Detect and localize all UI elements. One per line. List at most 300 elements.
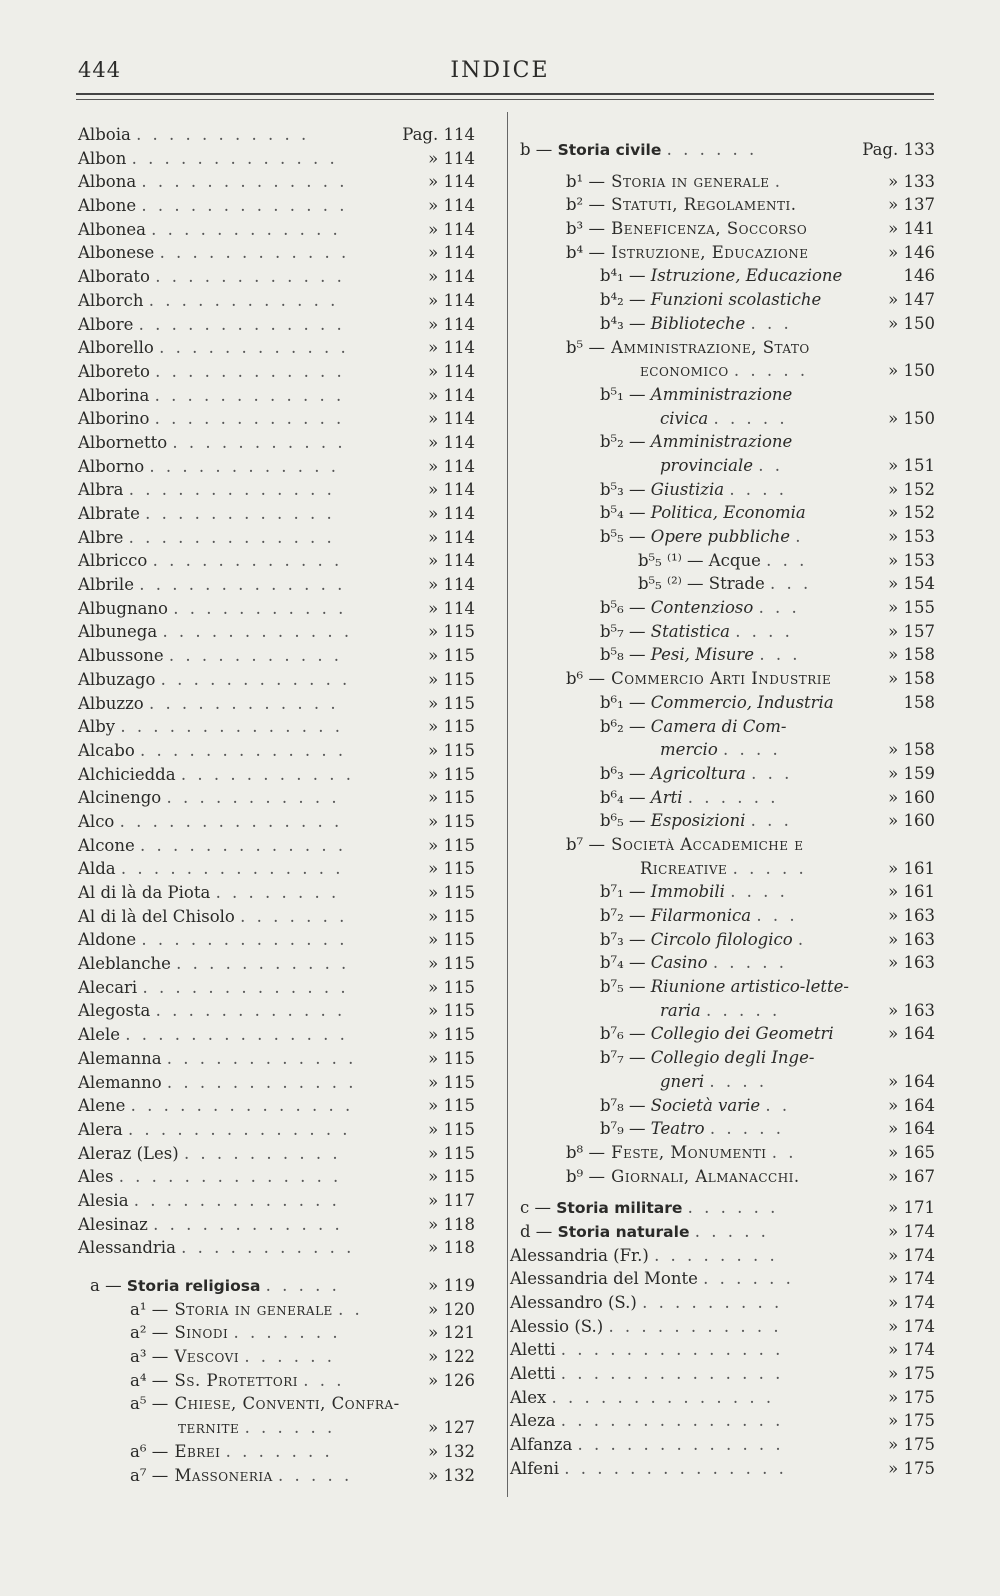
leader-dots: . . . . . . . . . bbox=[642, 1293, 783, 1312]
subsection-title: — Feste, Monumenti bbox=[588, 1142, 767, 1162]
index-entry bbox=[78, 1073, 498, 1097]
entry-reference bbox=[428, 717, 475, 736]
leader-dots: . . . . . . . . . . . . . bbox=[142, 977, 349, 997]
entry-label-group bbox=[510, 1388, 774, 1407]
entry-reference bbox=[428, 765, 475, 784]
page-marker: » bbox=[428, 598, 439, 618]
subsection-title: raria bbox=[660, 1000, 701, 1020]
page-number-ref: 150 bbox=[903, 408, 935, 428]
subsection-title: — Agricoltura bbox=[629, 763, 746, 783]
leader-dots: . . . . . . . . . . . . bbox=[154, 385, 345, 405]
subsection-title: — Collegio degli Inge- bbox=[629, 1048, 815, 1068]
page-number-ref: 154 bbox=[903, 574, 935, 594]
leader-dots: . . bbox=[338, 1299, 363, 1319]
leader-dots: . . . . . . . . . . . . . . bbox=[130, 1096, 354, 1116]
entry-label-group bbox=[520, 1198, 778, 1217]
page-marker: » bbox=[888, 1071, 899, 1091]
index-entry bbox=[78, 670, 498, 694]
leader-dots: . . . . . . . . . . . . . bbox=[133, 1190, 340, 1210]
subsection-entry bbox=[78, 1466, 498, 1490]
entry-label-group bbox=[78, 1073, 357, 1092]
index-entry bbox=[78, 812, 498, 836]
page-number-ref: 115 bbox=[443, 764, 475, 784]
leader-dots: . . . . . . . . . . . . bbox=[145, 504, 335, 523]
page-marker: » bbox=[888, 408, 899, 428]
index-entry bbox=[78, 125, 498, 149]
subsection-title: economico bbox=[640, 361, 729, 381]
page-number-ref: 151 bbox=[903, 455, 935, 475]
leader-dots: . . . . bbox=[709, 1071, 768, 1091]
entry-reference bbox=[888, 480, 935, 499]
page-number-ref: 114 bbox=[443, 314, 475, 334]
index-entry bbox=[510, 1435, 935, 1459]
leader-dots: . . . bbox=[750, 313, 792, 333]
subsection-title: — Opere pubbliche bbox=[629, 527, 791, 546]
subsection-entry bbox=[520, 527, 935, 551]
page-number-ref: 114 bbox=[443, 504, 475, 523]
entry-reference bbox=[428, 1120, 475, 1139]
leader-dots: . . . . . . . . . . . . bbox=[153, 1214, 343, 1234]
entry-reference bbox=[428, 220, 475, 239]
entry-label-group bbox=[510, 1246, 778, 1265]
subsection-code: b⁷₅ bbox=[600, 977, 624, 997]
page-number-ref: 175 bbox=[903, 1387, 935, 1407]
page-number-ref: 117 bbox=[443, 1190, 475, 1210]
entry-name: Aldone bbox=[78, 930, 137, 950]
index-entry bbox=[78, 1096, 498, 1120]
entry-reference bbox=[888, 1317, 935, 1336]
section-heading bbox=[520, 140, 935, 164]
subsection-code: a⁷ bbox=[130, 1465, 147, 1485]
page-number-ref: 163 bbox=[903, 929, 935, 949]
page-marker: » bbox=[428, 1441, 439, 1461]
entry-name: Alby bbox=[78, 717, 116, 737]
entry-name: Albuzzo bbox=[78, 693, 144, 713]
leader-dots: . bbox=[774, 171, 784, 191]
entry-reference bbox=[888, 788, 935, 807]
page-marker: » bbox=[428, 1465, 439, 1485]
leader-dots: . . . . . . . . . . bbox=[183, 1143, 341, 1163]
page-marker: » bbox=[888, 906, 899, 925]
subsection-entry bbox=[520, 1119, 935, 1143]
entry-reference bbox=[862, 140, 935, 159]
subsection-entry bbox=[520, 1167, 935, 1191]
subsection-title: — Commercio, Industria bbox=[629, 692, 834, 712]
subsection-entry bbox=[520, 1096, 935, 1120]
index-entry bbox=[78, 267, 498, 291]
index-entry bbox=[78, 291, 498, 315]
leader-dots: . . . bbox=[770, 574, 812, 594]
entry-label-group bbox=[78, 1096, 353, 1115]
page-number-ref: 118 bbox=[443, 1214, 475, 1234]
page-number-ref: 174 bbox=[903, 1316, 935, 1336]
subsection-entry bbox=[520, 717, 935, 741]
index-entry bbox=[78, 978, 498, 1002]
page-number-ref: 114 bbox=[443, 125, 475, 144]
subsection-entry bbox=[520, 385, 935, 409]
entry-name: Alcinengo bbox=[78, 788, 162, 808]
subsection-title: — Storia in generale bbox=[588, 171, 770, 191]
entry-name: Albuzago bbox=[78, 669, 156, 689]
subsection-entry bbox=[520, 811, 935, 835]
entry-reference bbox=[888, 882, 935, 901]
subsection-code: b⁴₂ bbox=[600, 290, 624, 310]
subsection-code: b⁷₈ bbox=[600, 1095, 624, 1115]
entry-label-group bbox=[78, 125, 309, 144]
page-number-ref: 114 bbox=[443, 409, 475, 429]
subsection-code: b⁵₄ bbox=[600, 503, 624, 523]
subsection-title: — Teatro bbox=[629, 1119, 705, 1139]
entry-reference bbox=[888, 1269, 935, 1288]
subsection-title: gneri bbox=[660, 1071, 705, 1091]
page-marker: » bbox=[888, 195, 899, 215]
leader-dots: . . . . . . . . . . . bbox=[166, 788, 340, 808]
entry-label-group bbox=[600, 480, 787, 499]
entry-label-group bbox=[78, 220, 341, 239]
entry-label-group bbox=[78, 196, 347, 215]
entry-label-group bbox=[566, 172, 783, 191]
subsection-code: a¹ bbox=[130, 1299, 147, 1319]
entry-reference bbox=[428, 1167, 475, 1186]
page-marker: » bbox=[428, 290, 439, 310]
entry-label-group bbox=[660, 409, 788, 428]
entry-reference bbox=[428, 1418, 475, 1437]
entry-label-group bbox=[510, 1269, 794, 1288]
entry-reference bbox=[428, 457, 475, 476]
entry-name: Alco bbox=[78, 811, 115, 831]
page-number-ref: 160 bbox=[903, 811, 935, 831]
subsection-code: b⁸ bbox=[566, 1142, 584, 1162]
entry-label-group bbox=[566, 1143, 797, 1162]
entry-label-group bbox=[78, 457, 339, 476]
index-entry bbox=[78, 220, 498, 244]
subsection-title: — Acque bbox=[687, 550, 761, 570]
entry-label-group bbox=[78, 1049, 356, 1068]
subsection-title: — Amministrazione, Stato bbox=[588, 337, 810, 357]
page-number-ref: 164 bbox=[903, 1095, 935, 1115]
page-number-ref: 127 bbox=[443, 1418, 475, 1438]
leader-dots: . . . . . bbox=[278, 1465, 353, 1485]
page-number-ref: 175 bbox=[903, 1458, 935, 1478]
entry-reference bbox=[888, 906, 935, 925]
entry-label-group bbox=[510, 1293, 782, 1312]
leader-dots: . . . . . . . . . . . . bbox=[166, 1072, 357, 1092]
spacer bbox=[520, 164, 935, 172]
page-marker: » bbox=[888, 1411, 899, 1431]
subsection-title: mercio bbox=[660, 740, 718, 760]
entry-label-group bbox=[600, 1024, 834, 1043]
leader-dots: . . . . . . . . . . . . . bbox=[139, 575, 346, 595]
page-number-ref: 152 bbox=[903, 503, 935, 523]
entry-reference bbox=[888, 1198, 935, 1217]
page-number-ref: 165 bbox=[903, 1142, 935, 1162]
leader-dots: . . . . . . . . . . . . bbox=[166, 1048, 357, 1068]
page-marker: » bbox=[428, 883, 439, 902]
subsection-entry bbox=[520, 906, 935, 930]
leader-dots: . . . . . . . . . . . bbox=[181, 1238, 355, 1258]
entry-reference bbox=[888, 1222, 935, 1241]
entry-reference bbox=[428, 907, 475, 926]
entry-label-group bbox=[78, 575, 345, 594]
page-number-ref: 167 bbox=[903, 1166, 935, 1186]
entry-reference bbox=[428, 1347, 475, 1366]
subsection-code: b⁶₄ bbox=[600, 787, 624, 807]
page-number-ref: 114 bbox=[443, 148, 475, 168]
subsection-code: b⁷₁ bbox=[600, 882, 624, 902]
entry-label-group bbox=[600, 527, 804, 546]
subsection-code: b⁵₁ bbox=[600, 384, 624, 404]
entry-label-group bbox=[78, 291, 338, 310]
subsection-title: — Società Accademiche e bbox=[588, 834, 804, 854]
entry-reference bbox=[428, 694, 475, 713]
index-entry bbox=[510, 1246, 935, 1270]
entry-reference bbox=[904, 693, 936, 712]
page-marker: » bbox=[428, 1323, 439, 1343]
index-entry bbox=[78, 646, 498, 670]
spacer bbox=[520, 1190, 935, 1198]
entry-name: Alcone bbox=[78, 835, 135, 855]
entry-reference bbox=[888, 527, 935, 546]
entry-name: Alex bbox=[510, 1387, 547, 1407]
leader-dots: . . . . . . . . . . . bbox=[172, 432, 346, 452]
section-prefix: b — bbox=[520, 140, 553, 159]
entry-name: Alene bbox=[78, 1096, 126, 1116]
entry-reference bbox=[402, 125, 475, 144]
subsection-code: b⁷₃ bbox=[600, 929, 624, 949]
subsection-title: — Politica, Economia bbox=[629, 503, 806, 523]
page-number-ref: 141 bbox=[903, 219, 935, 239]
index-entry bbox=[78, 930, 498, 954]
page-number-ref: 121 bbox=[443, 1323, 475, 1343]
page-number-ref: 146 bbox=[903, 266, 935, 286]
header-rule-thin bbox=[76, 99, 934, 100]
index-entry bbox=[510, 1459, 935, 1483]
entry-label-group bbox=[600, 882, 788, 901]
subsection-entry bbox=[520, 835, 935, 859]
page-marker: » bbox=[428, 527, 439, 547]
entry-reference bbox=[888, 1246, 935, 1265]
leader-dots: . . . . . . . . . . . . . . bbox=[120, 859, 344, 879]
page-marker: » bbox=[428, 906, 439, 926]
entry-label-group bbox=[130, 1371, 345, 1390]
leader-dots: . . . . . . . . . . . . . . bbox=[560, 1340, 784, 1360]
page-number-ref: 158 bbox=[903, 645, 935, 665]
page-marker: » bbox=[428, 1119, 439, 1139]
page-number-ref: 171 bbox=[903, 1198, 935, 1218]
index-entry bbox=[78, 599, 498, 623]
page-number-ref: 153 bbox=[903, 527, 935, 546]
subsection-title: — Collegio dei Geometri bbox=[629, 1024, 834, 1044]
entry-name: Alemanno bbox=[78, 1072, 162, 1092]
leader-dots: . . . . . . . . . . . . . bbox=[128, 527, 335, 547]
index-entry bbox=[78, 1167, 498, 1191]
subsection-title: — Filarmonica bbox=[629, 906, 752, 925]
subsection-entry bbox=[520, 1143, 935, 1167]
entry-label-group bbox=[78, 622, 352, 641]
entry-name: Alesia bbox=[78, 1190, 129, 1210]
entry-label-group bbox=[78, 646, 342, 665]
leader-dots: . . . . . bbox=[694, 1221, 769, 1241]
entry-reference bbox=[428, 954, 475, 973]
page-marker: » bbox=[428, 622, 439, 642]
subsection-entry bbox=[520, 740, 935, 764]
entry-reference bbox=[428, 1300, 475, 1319]
entry-label-group bbox=[78, 670, 350, 689]
entry-label-group bbox=[566, 219, 807, 238]
entry-name: Alfanza bbox=[510, 1435, 573, 1455]
leader-dots: . . . . . . . . . . . . bbox=[154, 409, 345, 429]
page-number-ref: 163 bbox=[903, 1000, 935, 1020]
entry-label-group bbox=[600, 503, 806, 522]
subsection-title: — Immobili bbox=[629, 882, 725, 902]
entry-reference bbox=[428, 528, 475, 547]
entry-name: Alcabo bbox=[78, 740, 135, 760]
entry-reference bbox=[888, 574, 935, 593]
leader-dots: . . . . . . . . . . . . . bbox=[138, 314, 345, 334]
leader-dots: . . . . . . . . . . . . . . bbox=[118, 1167, 342, 1187]
subsection-code: b⁵ bbox=[566, 337, 584, 357]
entry-reference bbox=[428, 409, 475, 428]
page-marker: » bbox=[428, 1143, 439, 1163]
entry-name: Alegosta bbox=[78, 1001, 151, 1021]
page-marker: » bbox=[428, 385, 439, 405]
leader-dots: . . . . . . . . . . . . . bbox=[128, 480, 335, 500]
leader-dots: . . . . . . . . . . . bbox=[180, 764, 354, 784]
page-number-ref: 114 bbox=[443, 338, 475, 358]
entry-reference bbox=[428, 291, 475, 310]
subsection-entry bbox=[520, 693, 935, 717]
page-marker: » bbox=[888, 503, 899, 523]
index-continuation bbox=[510, 1246, 935, 1483]
section-title: Storia civile bbox=[557, 141, 662, 159]
index-entry bbox=[78, 149, 498, 173]
index-entry bbox=[78, 409, 498, 433]
page-marker: » bbox=[888, 929, 899, 949]
entry-reference bbox=[888, 1167, 935, 1186]
leader-dots: . . . . . . . . . . . bbox=[136, 125, 310, 144]
page-marker: » bbox=[888, 1095, 899, 1115]
page-marker: » bbox=[428, 788, 439, 808]
entry-label-group bbox=[78, 599, 346, 618]
subsection-title: — Beneficenza, Soccorso bbox=[588, 219, 808, 239]
page-marker: » bbox=[888, 455, 899, 475]
entry-reference bbox=[888, 1072, 935, 1091]
entry-reference bbox=[428, 1238, 475, 1257]
index-entry bbox=[78, 386, 498, 410]
section-prefix: c — bbox=[520, 1198, 551, 1218]
entry-label-group bbox=[78, 1215, 343, 1234]
leader-dots: . . . . . . . . . . . . . bbox=[141, 172, 348, 192]
leader-dots: . . . . . bbox=[265, 1276, 340, 1295]
entry-name: Aleza bbox=[510, 1411, 556, 1431]
entry-reference bbox=[888, 172, 935, 191]
page-marker: » bbox=[428, 811, 439, 831]
entry-label-group bbox=[78, 149, 338, 168]
entry-name: Albore bbox=[78, 314, 134, 334]
section-heading bbox=[520, 1222, 935, 1246]
subsection-entry bbox=[78, 1394, 498, 1418]
entry-label-group bbox=[600, 266, 842, 285]
entry-label-group bbox=[600, 314, 792, 333]
leader-dots: . . bbox=[771, 1142, 797, 1162]
index-entry bbox=[78, 196, 498, 220]
subsection-entry bbox=[520, 574, 935, 598]
subsection-title: — Pesi, Misure bbox=[629, 645, 755, 665]
index-entry bbox=[510, 1269, 935, 1293]
page-number-ref: 115 bbox=[443, 1001, 475, 1021]
entry-name: Alborch bbox=[78, 290, 144, 310]
right-column bbox=[510, 140, 935, 1483]
page-marker: » bbox=[888, 290, 899, 310]
entry-label-group bbox=[660, 1072, 767, 1091]
entry-reference bbox=[428, 433, 475, 452]
leader-dots: . . . . . . . . . . . . . . bbox=[560, 1411, 784, 1431]
subsection-entry bbox=[520, 882, 935, 906]
entry-label-group bbox=[130, 1442, 333, 1461]
page-marker: » bbox=[888, 1119, 899, 1139]
entry-reference bbox=[888, 953, 935, 972]
subsection-code: b⁷₂ bbox=[600, 906, 624, 925]
page-number-ref: 146 bbox=[903, 242, 935, 262]
index-entry bbox=[78, 907, 498, 931]
page-number-ref: 115 bbox=[443, 788, 475, 808]
leader-dots: . . . . . . . . . . . . bbox=[159, 243, 350, 263]
page-marker: » bbox=[428, 1190, 439, 1210]
index-entry bbox=[78, 1144, 498, 1168]
leader-dots: . . . . . . . . . . . . . . bbox=[125, 1025, 348, 1045]
entry-label-group bbox=[78, 338, 349, 357]
index-entry bbox=[78, 504, 498, 528]
page-marker: » bbox=[888, 527, 899, 546]
entry-name: Alchiciedda bbox=[78, 764, 176, 784]
page-marker: » bbox=[888, 669, 899, 689]
entry-reference bbox=[428, 622, 475, 641]
index-entry bbox=[78, 528, 498, 552]
leader-dots: . . . . . . . . . . . . . . bbox=[564, 1458, 787, 1478]
subsection-title: Ricreative bbox=[640, 858, 728, 878]
index-entry bbox=[78, 859, 498, 883]
page-number-ref: 114 bbox=[443, 432, 475, 452]
entry-label-group bbox=[78, 694, 339, 713]
subsection-entry bbox=[78, 1347, 498, 1371]
page-number-ref: 115 bbox=[443, 977, 475, 997]
entry-label-group bbox=[78, 267, 345, 286]
leader-dots: . . . . . bbox=[733, 361, 809, 381]
entry-label-group bbox=[600, 598, 800, 617]
subsection-code: b⁵₅ bbox=[600, 527, 624, 546]
page-marker: » bbox=[428, 954, 439, 974]
entry-label-group bbox=[660, 1001, 780, 1020]
page-number-ref: 115 bbox=[443, 1167, 475, 1187]
subsection-title: — Arti bbox=[629, 787, 683, 807]
subsection-code: b¹ bbox=[566, 171, 584, 191]
leader-dots: . . . . . . . . . . . . bbox=[159, 338, 349, 358]
header-rule-thick bbox=[76, 93, 934, 95]
entry-label-group bbox=[520, 1222, 769, 1241]
entry-reference bbox=[428, 670, 475, 689]
entry-reference bbox=[888, 1435, 935, 1454]
page-marker: » bbox=[428, 267, 439, 287]
subsection-title: — Circolo filologico bbox=[629, 929, 793, 949]
subsection-entry bbox=[520, 551, 935, 575]
entry-label-group bbox=[78, 907, 347, 926]
index-entry bbox=[78, 883, 498, 907]
entry-label-group bbox=[600, 930, 806, 949]
leader-dots: . . . . . . . . . . . . bbox=[160, 669, 351, 689]
entry-reference bbox=[428, 812, 475, 831]
section-title: Storia religiosa bbox=[126, 1277, 261, 1295]
leader-dots: . . . . . . . . . . . . bbox=[155, 267, 345, 287]
